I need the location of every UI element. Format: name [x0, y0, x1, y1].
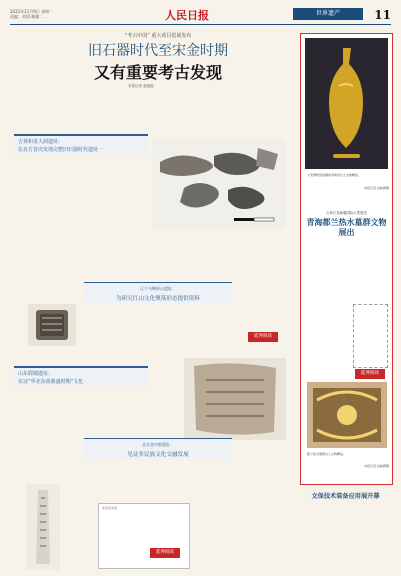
golden-vase-illustration — [305, 38, 388, 169]
stone-tools-photo — [152, 138, 286, 230]
intro-text-left — [16, 92, 144, 130]
vase-caption: 大英博物馆馆藏的青海省出土文物精品。 — [307, 173, 362, 177]
mid-read-more-tag: 延伸阅读 — [248, 332, 278, 342]
quote-line1: 北京有学者 — [102, 506, 118, 510]
lead-byline: 本报记者 赵晓霞 — [128, 84, 154, 88]
gold-plaque-illustration — [307, 382, 387, 448]
lead-headline-line1: 旧石器时代至宋金时期 — [88, 43, 228, 59]
section4-label: 北京金中都遗址： — [142, 442, 174, 447]
lead-kicker: “考古中国” 重大项目进展发布 — [124, 33, 192, 39]
bottom-quote-box — [98, 503, 190, 569]
masthead-bar — [10, 8, 391, 22]
right-subhead: 吉林长春新疆国际大型展览 — [326, 211, 367, 215]
inscribed-slip-photo — [26, 484, 60, 570]
section4-text-center — [84, 462, 232, 500]
seal-stamp-photo — [28, 304, 76, 346]
section-label: 世界遗产 — [293, 8, 363, 20]
section1-text — [16, 156, 146, 278]
right-feature-column — [300, 33, 393, 485]
plaque-caption: 都兰热水墓群出土文物精品。 — [307, 452, 347, 456]
section1-label: 吉林和龙大洞遗址： — [18, 139, 64, 145]
intro-text-right — [152, 92, 286, 130]
bottom-read-more-tag: 延伸阅读 — [150, 548, 180, 558]
section2-header — [84, 282, 232, 303]
section3-subtitle: 实证“华北东部鼎盛时期”文化 — [18, 379, 84, 385]
section1-subtitle: 在北方首次发现完整旧石器时代遗址一 — [18, 147, 104, 153]
section3-header — [14, 366, 148, 386]
section2-text-center — [84, 308, 232, 364]
section2-subtitle: 为研究红山文化聚落形态提供资料 — [116, 296, 200, 302]
section2-label: 辽宁马鞍桥山遗址： — [140, 286, 176, 291]
right-bottom-title: 文保技术装备应用展开幕 — [311, 493, 380, 500]
plaque-credit: 本报记者 赵晓霞摄 — [364, 464, 389, 468]
tablet-photo — [184, 358, 286, 440]
vase-photo-frame — [305, 38, 388, 169]
section3-label: 山东郓城遗址： — [18, 371, 54, 377]
date-block — [10, 9, 53, 19]
right-bottom-text — [302, 502, 390, 566]
right-title: 青海都兰热水墓群文物展出 — [306, 217, 387, 237]
section4-subtitle: 见证多民族文化交融发展 — [127, 452, 189, 458]
right-read-more-tag: 延伸阅读 — [355, 369, 385, 379]
section4-header — [84, 438, 232, 459]
newspaper-logo: 人民日报 — [165, 9, 209, 22]
section1-header — [14, 134, 148, 154]
right-quote-box — [353, 304, 388, 368]
editor-line: 责编：刘清 邮箱：... — [10, 14, 48, 19]
date-line: 2022年11月9日 星期一 — [10, 9, 54, 14]
vase-credit: 本报记者 赵晓霞摄 — [364, 186, 389, 190]
lead-headline-line2: 又有重要考古发现 — [93, 63, 222, 82]
page-number: 11 — [374, 8, 391, 22]
top-rule — [10, 24, 391, 25]
